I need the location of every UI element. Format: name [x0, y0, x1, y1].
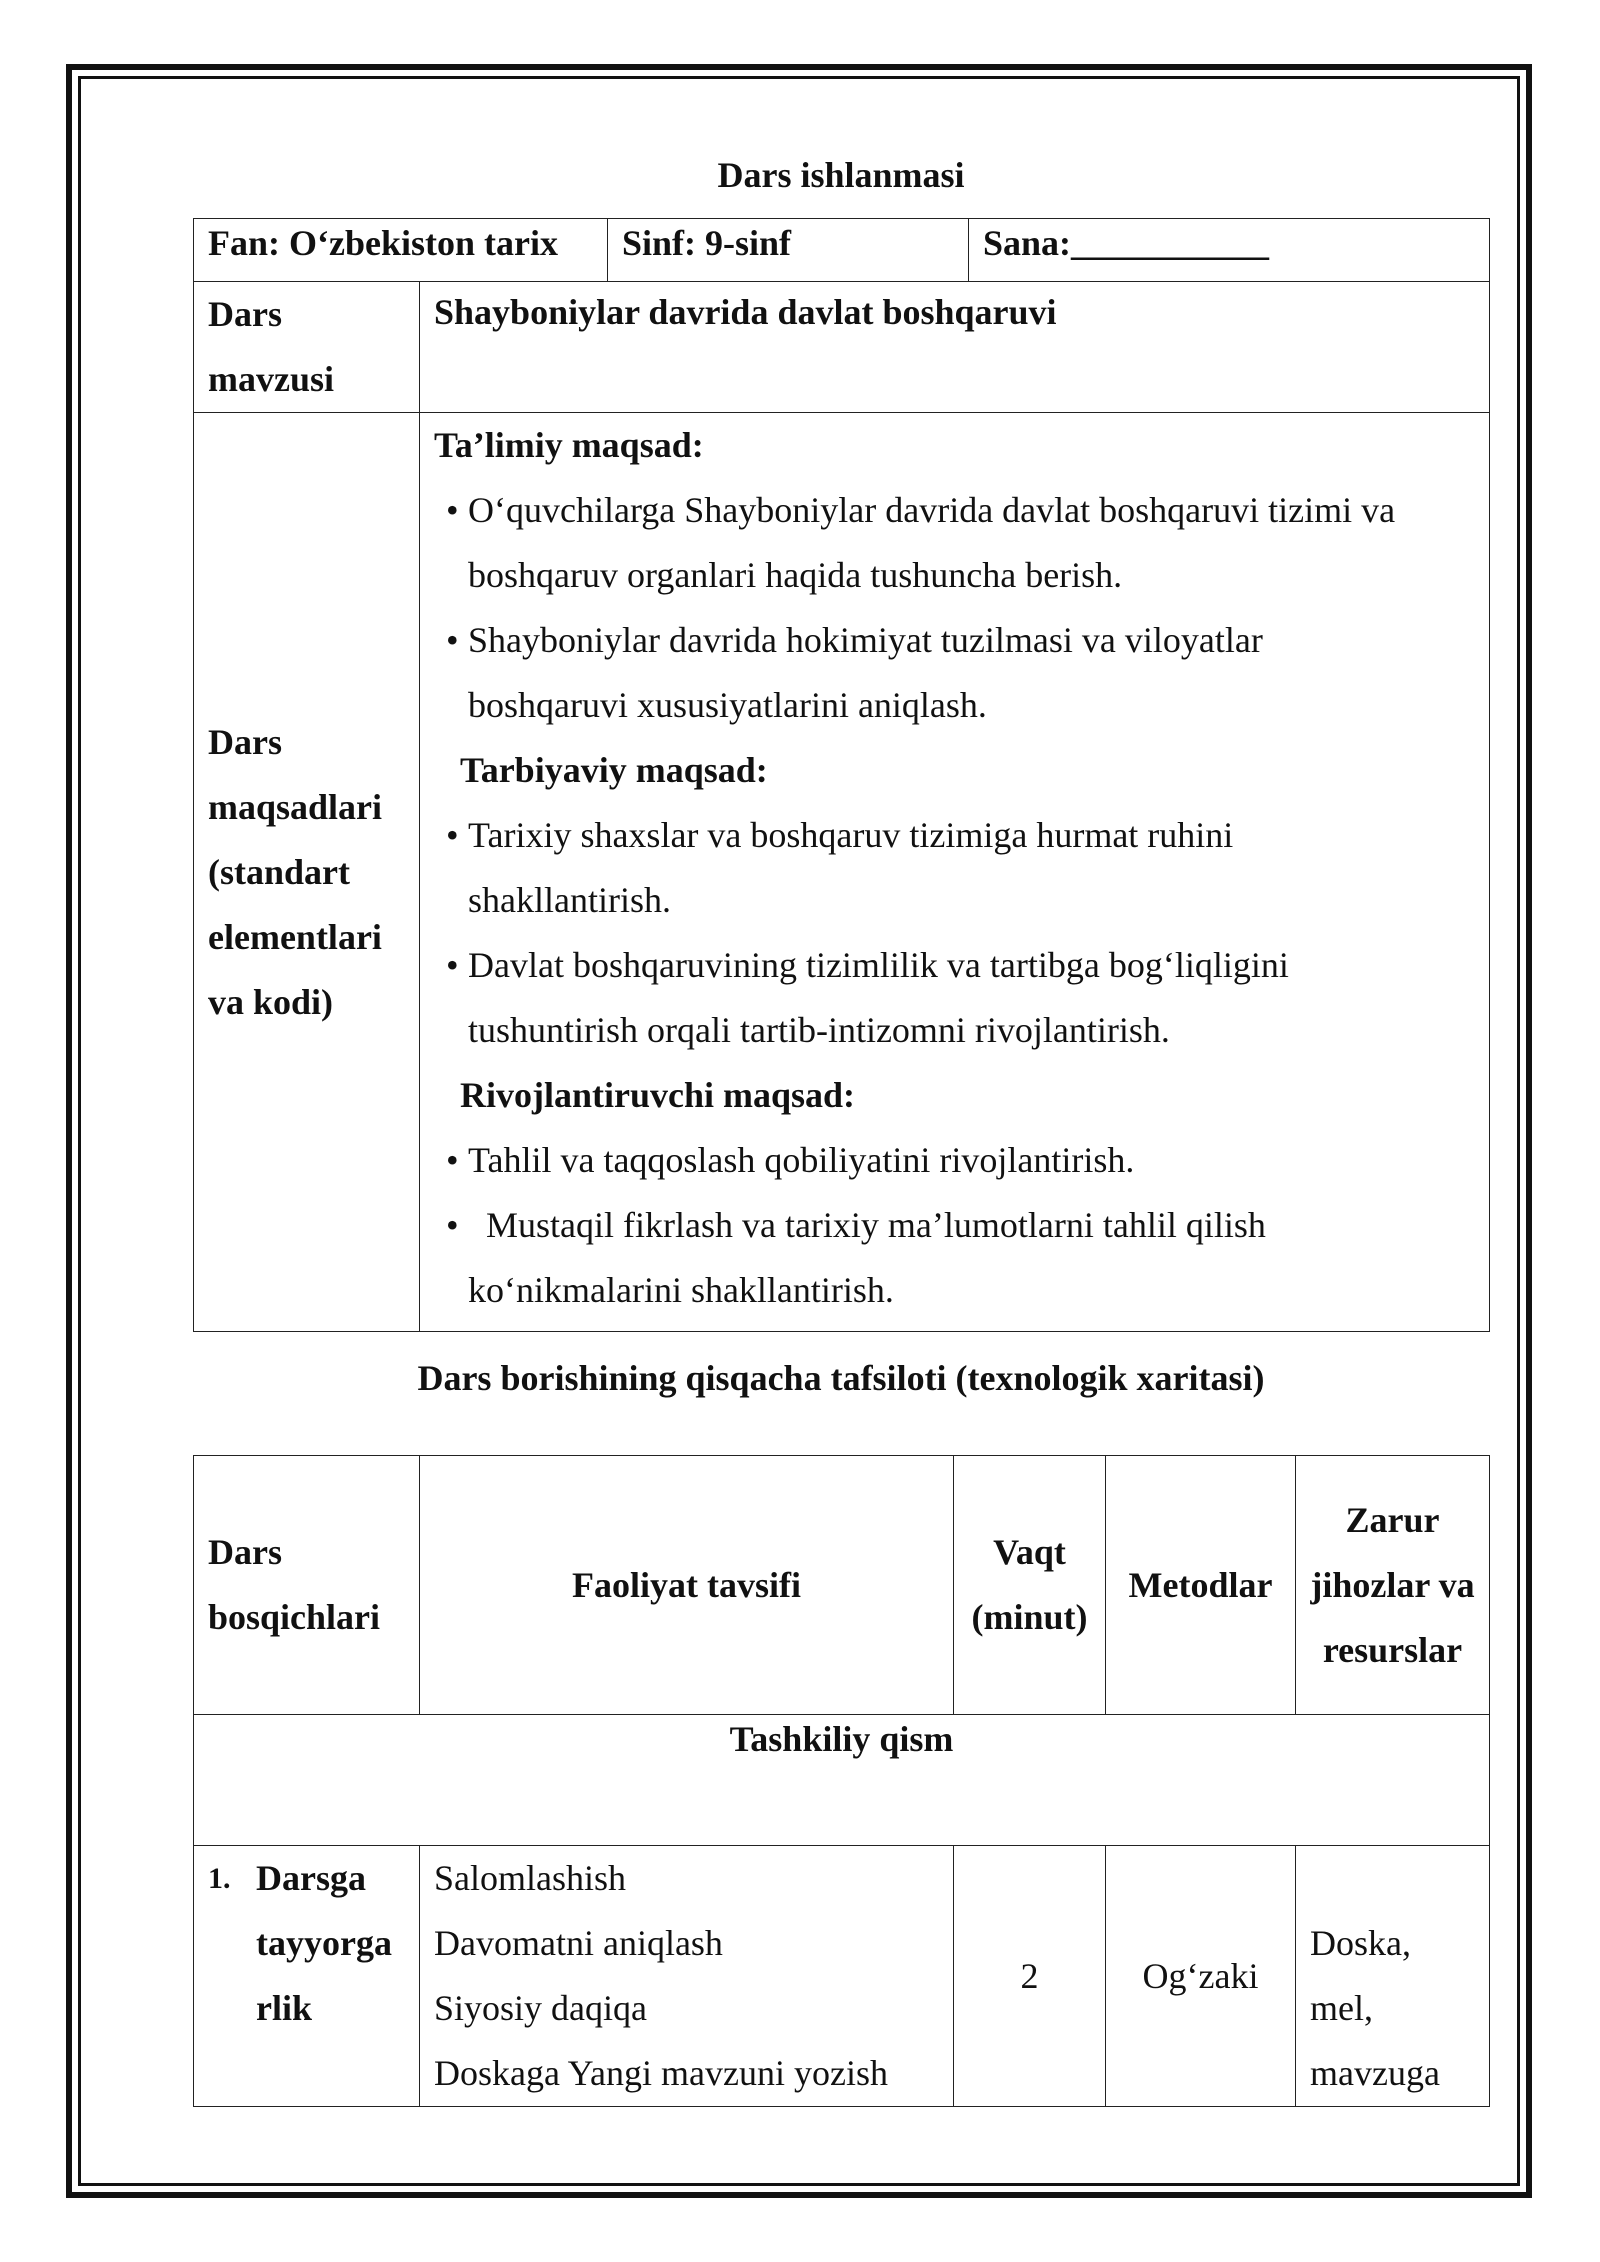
col-stages: Dars bosqichlari — [194, 1456, 420, 1715]
bullet-icon: • — [446, 620, 459, 660]
plan-section-row — [194, 1715, 1490, 1846]
bullet-icon: • — [446, 1140, 459, 1180]
topic-label: Dars mavzusi — [194, 282, 420, 413]
stage-cell — [194, 1846, 420, 2107]
time-cell: 2 — [954, 1846, 1106, 2107]
activity-cell — [420, 1846, 954, 2107]
goal-item: • Tarixiy shaxslar va boshqaruv tizimiga hurmat ruhini — [434, 803, 1475, 868]
activity-item: Davomatni aniqlash — [434, 1923, 723, 1963]
bullet-icon: • — [446, 1205, 459, 1245]
date-cell: Sana:___________ — [969, 219, 1490, 282]
activity-item: Doskaga Yangi mavzuni yozish — [434, 2053, 888, 2093]
goals-content: Ta’limiy maqsad: • O‘quvchilarga Shayboniylar davrida davlat boshqaruvi tizimi va boshqaruv organlari haqida tushuncha berish. • Shayboniylar davrida hokimiyat tuzilmasi va viloyatlar boshqaruvi xususiyatlarini aniqlash. Tarbiyaviy maqsad: • Tarixiy shaxslar va boshqaruv tizimiga hurmat ruhini shakllantirish. • Davlat boshqaruvining tizimlilik va tartibga bog‘liqligini tushuntirish orqali tartib-intizomni rivojlantirish. Rivojlantiruvchi maqsad: • Tahlil va taqqoslash qobiliyatini rivojlantirish. • Mustaqil fikrlash va tarixiy ma’lumotlarni tahlil qilish ko‘nikmalarini shakllantirish. — [420, 413, 1490, 1332]
goal-title-upbringing: Tarbiyaviy maqsad: — [460, 750, 768, 790]
goal-title-educational: Ta’limiy maqsad: — [434, 425, 704, 465]
section-title: Dars borishining qisqacha tafsiloti (texnologik xaritasi) — [417, 1358, 1265, 1398]
goals-row — [194, 413, 1490, 1332]
goal-title-developmental: Rivojlantiruvchi maqsad: — [460, 1075, 856, 1115]
goal-item: • Mustaqil fikrlash va tarixiy ma’lumotlarni tahlil qilish — [434, 1193, 1475, 1258]
lesson-info-table — [193, 218, 1490, 1332]
goal-item: • Davlat boshqaruvining tizimlilik va tartibga bog‘liqligini — [434, 933, 1475, 998]
topic-value: Shayboniylar davrida davlat boshqaruvi — [420, 282, 1490, 413]
goals-label: Dars maqsadlari (standart elementlari va kodi) — [194, 413, 420, 1332]
bullet-icon: • — [446, 490, 459, 530]
col-time: Vaqt (minut) — [954, 1456, 1106, 1715]
class-cell: Sinf: 9-sinf — [608, 219, 969, 282]
plan-header-row — [194, 1456, 1490, 1715]
col-methods: Metodlar — [1106, 1456, 1296, 1715]
stage-name: Darsga tayyorga rlik — [256, 1858, 392, 2028]
table-row — [194, 1846, 1490, 2107]
activity-item: Siyosiy daqiqa — [434, 1988, 647, 2028]
stage-number: 1. — [208, 1862, 231, 1895]
method-cell: Og‘zaki — [1106, 1846, 1296, 2107]
section-organizational: Tashkiliy qism — [194, 1715, 1490, 1846]
col-resources: Zarur jihozlar va resurslar — [1296, 1456, 1490, 1715]
goal-item: • O‘quvchilarga Shayboniylar davrida davlat boshqaruvi tizimi va — [434, 478, 1475, 543]
goal-item: • Shayboniylar davrida hokimiyat tuzilmasi va viloyatlar — [434, 608, 1475, 673]
subject-cell: Fan: O‘zbekiston tarix — [194, 219, 608, 282]
lesson-plan-table — [193, 1455, 1490, 2107]
header-row — [194, 219, 1490, 282]
bullet-icon: • — [446, 815, 459, 855]
resources-cell: Doska, mel, mavzuga — [1296, 1846, 1490, 2107]
bullet-icon: • — [446, 945, 459, 985]
goal-item: • Tahlil va taqqoslash qobiliyatini rivojlantirish. — [434, 1128, 1475, 1193]
activity-item: Salomlashish — [434, 1858, 627, 1898]
topic-row — [194, 282, 1490, 413]
col-activity: Faoliyat tavsifi — [420, 1456, 954, 1715]
document-title: Dars ishlanmasi — [717, 155, 965, 195]
